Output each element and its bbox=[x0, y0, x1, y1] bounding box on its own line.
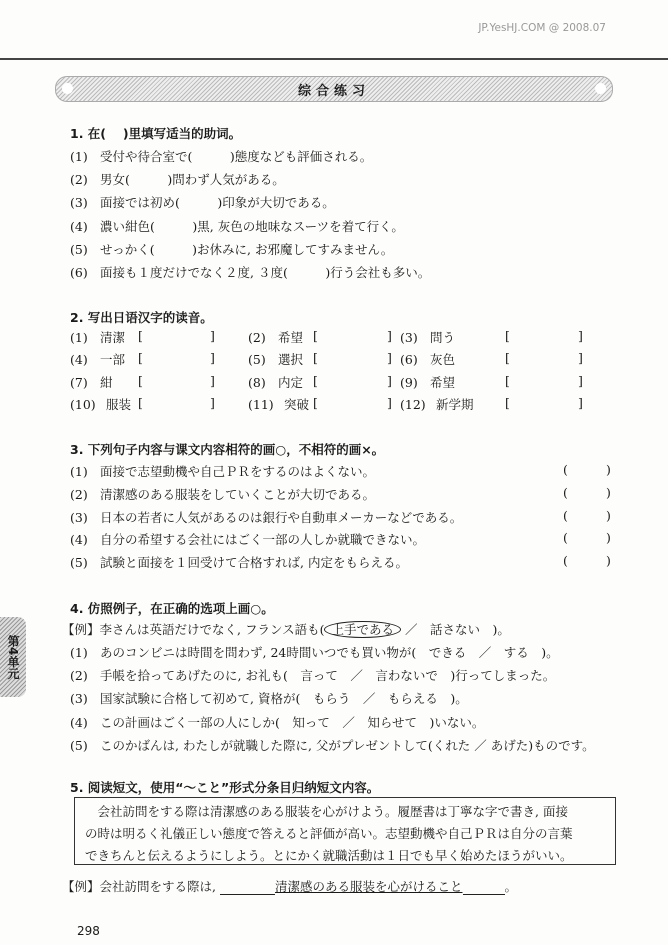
reading-item bbox=[248, 373, 303, 391]
item-text: 濃い紺色( )黒, 灰色の地味なスーツを着て行く。 bbox=[100, 218, 404, 234]
reading-item bbox=[400, 350, 455, 368]
reading-item bbox=[70, 328, 125, 346]
passage-line: の時は明るく礼儀正しい態度で答えると評価が高い。志望動機や自己ＰＲは自分の言葉 bbox=[85, 826, 573, 841]
reading-item bbox=[400, 328, 455, 346]
open-bracket: [ bbox=[505, 372, 510, 388]
item-word: 選択 bbox=[278, 352, 304, 368]
item-number: (10) bbox=[70, 396, 96, 412]
list-item bbox=[70, 240, 393, 258]
list-item bbox=[70, 170, 285, 188]
answer-paren-open: ( bbox=[563, 484, 568, 500]
s5-example bbox=[62, 877, 517, 895]
item-text: せっかく( )お休みに, お邪魔してすみません。 bbox=[100, 241, 394, 257]
item-number: (3) bbox=[400, 330, 418, 345]
item-number: (11) bbox=[248, 396, 274, 412]
item-number: (2) bbox=[248, 330, 266, 345]
item-number: (5) bbox=[70, 241, 88, 257]
watermark: JP.YesHJ.COM @ 2008.07 bbox=[478, 22, 606, 34]
close-bracket: ] bbox=[578, 350, 583, 366]
item-number: (9) bbox=[400, 374, 418, 390]
answer-paren-close: ) bbox=[606, 507, 611, 523]
item-word: 灰色 bbox=[430, 352, 456, 368]
item-number: (3) bbox=[70, 195, 88, 211]
reading-item bbox=[70, 350, 125, 368]
open-bracket: [ bbox=[505, 328, 510, 343]
answer-paren-open: ( bbox=[563, 507, 568, 523]
close-bracket: ] bbox=[387, 328, 392, 343]
item-number: (2) bbox=[70, 668, 88, 684]
item-number: (5) bbox=[70, 737, 88, 753]
example-prefix: 李さんは英語だけでなく, フランス語も( bbox=[99, 622, 325, 637]
close-bracket: ] bbox=[387, 394, 392, 410]
choice-item bbox=[70, 643, 559, 661]
open-bracket: [ bbox=[313, 328, 318, 343]
s4-example bbox=[62, 620, 510, 638]
list-item bbox=[70, 217, 404, 235]
item-text: このかばんは, わたしが就職した際に, 父がプレゼントして(くれた ／ あげた)ものです。 bbox=[100, 737, 595, 753]
item-word: 一部 bbox=[100, 352, 126, 368]
answer-paren-close: ) bbox=[606, 553, 611, 569]
example-label: 【例】 bbox=[62, 879, 100, 894]
item-word: 問う bbox=[430, 330, 456, 345]
choice-item bbox=[70, 689, 468, 707]
section-banner bbox=[55, 76, 613, 102]
reading-item bbox=[70, 395, 131, 413]
open-bracket: [ bbox=[138, 328, 143, 343]
list-item bbox=[70, 263, 430, 281]
item-word: 希望 bbox=[278, 330, 304, 345]
example-suffix: ／ 話さない )。 bbox=[404, 622, 510, 637]
passage-line: できちんと伝えるようにしよう。とにかく就職活動は１日でも早く始めたほうがいい。 bbox=[85, 848, 573, 863]
item-text: あのコンビニは時間を問わず, 24時間いつでも買い物が( できる ／ する )。 bbox=[100, 645, 559, 660]
item-text: 日本の若者に人気があるのは銀行や自動車メーカーなどである。 bbox=[100, 509, 463, 525]
item-number: (7) bbox=[70, 374, 88, 390]
reading-item bbox=[400, 373, 455, 391]
passage-line: 会社訪問をする際は清潔感のある服装を心がけよう。履歴書は丁寧な字で書き, 面接 bbox=[85, 804, 568, 819]
item-number: (6) bbox=[400, 352, 418, 368]
item-number: (5) bbox=[248, 352, 266, 368]
item-number: (8) bbox=[248, 374, 266, 390]
item-number: (4) bbox=[70, 352, 88, 368]
item-number: (1) bbox=[70, 645, 88, 660]
reading-item bbox=[400, 395, 474, 413]
item-number: (12) bbox=[400, 396, 426, 412]
item-text: 受付や待合室で( )態度なども評価される。 bbox=[100, 149, 373, 164]
answer-paren-close: ) bbox=[606, 530, 611, 546]
reading-item bbox=[248, 395, 309, 413]
item-number: (1) bbox=[70, 149, 88, 164]
example-prefix: 会社訪問をする際は, bbox=[99, 879, 216, 894]
reading-item bbox=[70, 373, 113, 391]
reading-passage-box bbox=[74, 797, 616, 865]
item-number: (3) bbox=[70, 691, 88, 707]
answer-paren-open: ( bbox=[563, 462, 568, 477]
choice-item bbox=[70, 666, 555, 684]
open-bracket: [ bbox=[313, 372, 318, 388]
item-text: 清潔感のある服装をしていくことが大切である。 bbox=[100, 486, 376, 502]
close-bracket: ] bbox=[578, 394, 583, 410]
item-word: 新学期 bbox=[436, 396, 474, 412]
close-bracket: ] bbox=[387, 372, 392, 388]
item-text: 国家試験に合格して初めて, 資格が( もらう ／ もらえる )。 bbox=[100, 691, 468, 707]
close-bracket: ] bbox=[210, 372, 215, 388]
reading-item bbox=[248, 350, 303, 368]
open-bracket: [ bbox=[505, 350, 510, 366]
choice-item bbox=[70, 736, 595, 754]
example-end: 。 bbox=[504, 879, 518, 894]
item-text: 自分の希望する会社にはごく一部の人しか就職できない。 bbox=[100, 532, 426, 548]
close-bracket: ] bbox=[210, 394, 215, 410]
answer-paren-open: ( bbox=[563, 553, 568, 569]
open-bracket: [ bbox=[313, 394, 318, 410]
reading-item bbox=[248, 328, 303, 346]
statement-item bbox=[70, 530, 425, 548]
open-bracket: [ bbox=[138, 372, 143, 388]
header-rule bbox=[0, 58, 668, 60]
list-item bbox=[70, 147, 372, 165]
s5-title: 5. 阅读短文，使用“～こと”形式分条目归纳短文内容。 bbox=[70, 780, 380, 795]
item-text: 面接で志望動機や自己ＰＲをするのはよくない。 bbox=[100, 464, 376, 479]
open-bracket: [ bbox=[138, 350, 143, 366]
item-number: (5) bbox=[70, 555, 88, 571]
item-text: この計画はごく一部の人にしか( 知って ／ 知らせて )いない。 bbox=[100, 714, 485, 730]
page-number: 298 bbox=[77, 924, 100, 938]
statement-item bbox=[70, 462, 375, 480]
answer-paren-open: ( bbox=[563, 530, 568, 546]
item-word: 希望 bbox=[430, 374, 456, 390]
close-bracket: ] bbox=[210, 328, 215, 343]
item-number: (3) bbox=[70, 509, 88, 525]
close-bracket: ] bbox=[578, 328, 583, 343]
list-item bbox=[70, 193, 335, 211]
item-word: 清潔 bbox=[100, 330, 126, 345]
item-number: (4) bbox=[70, 218, 88, 234]
statement-item bbox=[70, 508, 462, 526]
s1-title: 1. 在( )里填写适当的助词。 bbox=[70, 126, 242, 141]
s3-title: 3. 下列句子内容与课文内容相符的画○，不相符的画×。 bbox=[70, 442, 385, 457]
answer-paren-close: ) bbox=[606, 484, 611, 500]
item-number: (1) bbox=[70, 330, 88, 345]
item-text: 男女( )問わず人気がある。 bbox=[100, 172, 285, 188]
item-number: (4) bbox=[70, 714, 88, 730]
unit-side-tab: 第4单元 bbox=[0, 617, 26, 697]
item-number: (2) bbox=[70, 172, 88, 188]
item-word: 紺 bbox=[100, 374, 113, 390]
open-bracket: [ bbox=[505, 394, 510, 410]
item-text: 手帳を拾ってあげたのに, お礼も( 言って ／ 言わないで )行ってしまった。 bbox=[100, 668, 556, 684]
item-number: (6) bbox=[70, 265, 88, 280]
item-text: 面接も１度だけでなく２度, ３度( )行う会社も多い。 bbox=[100, 265, 431, 280]
item-number: (4) bbox=[70, 532, 88, 548]
item-number: (2) bbox=[70, 486, 88, 502]
item-text: 面接では初め( )印象が大切である。 bbox=[100, 195, 335, 211]
s4-title: 4. 仿照例子，在正确的选项上画○。 bbox=[70, 601, 274, 616]
item-text: 試験と面接を１回受けて合格すれば, 内定をもらえる。 bbox=[100, 555, 408, 571]
example-answer: 清潔感のある服装を心がけること bbox=[274, 879, 463, 894]
answer-paren-close: ) bbox=[606, 462, 611, 477]
s2-title: 2. 写出日语汉字的读音。 bbox=[70, 310, 213, 325]
open-bracket: [ bbox=[138, 394, 143, 410]
item-word: 服装 bbox=[106, 396, 132, 412]
example-circled-answer: 上手である bbox=[324, 621, 401, 638]
item-number: (1) bbox=[70, 464, 88, 479]
item-word: 突破 bbox=[284, 396, 310, 412]
close-bracket: ] bbox=[387, 350, 392, 366]
statement-item bbox=[70, 553, 408, 571]
choice-item bbox=[70, 713, 484, 731]
close-bracket: ] bbox=[578, 372, 583, 388]
open-bracket: [ bbox=[313, 350, 318, 366]
example-label: 【例】 bbox=[62, 622, 100, 637]
item-word: 内定 bbox=[278, 374, 304, 390]
close-bracket: ] bbox=[210, 350, 215, 366]
banner-title: 综合练习 bbox=[297, 84, 370, 99]
statement-item bbox=[70, 485, 375, 503]
